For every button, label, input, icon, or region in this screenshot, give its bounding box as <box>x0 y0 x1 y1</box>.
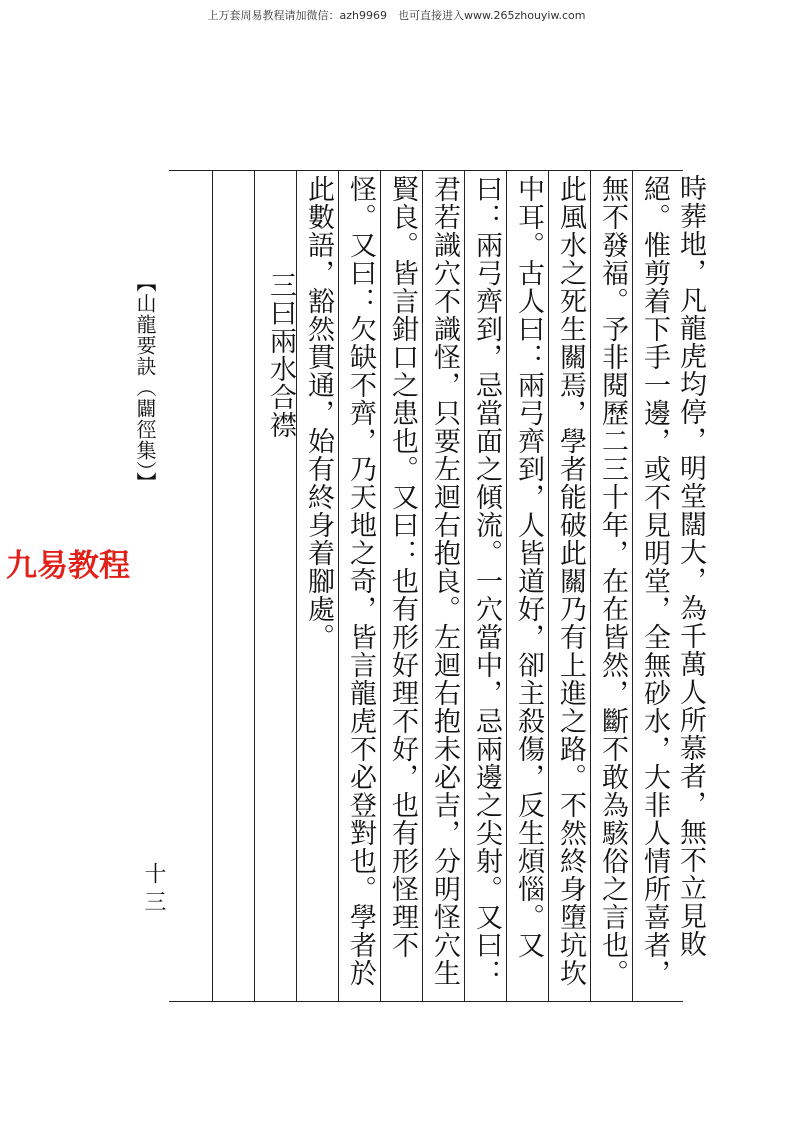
text-line-7: 君若識穴不識怪，只要左迴右抱良。左迴右抱未必吉，分明怪穴生 <box>429 175 460 987</box>
blank-column <box>213 171 255 1001</box>
text-line-1: 時葬地，凡龍虎均停，明堂闊大，為千萬人所慕者，無不立見敗 <box>675 174 706 958</box>
section-heading-column <box>255 171 297 1001</box>
section-heading: 三曰兩水合襟 <box>265 271 296 439</box>
text-column <box>297 171 339 1001</box>
text-line-2: 絕。惟剪着下手一邊，或不見明堂，全無砂水，大非人情所喜者， <box>639 175 670 987</box>
text-line-6: 曰：兩弓齊到，忌當面之傾流。一穴當中，忌兩邊之尖射。又曰： <box>471 175 502 987</box>
text-column <box>381 171 423 1001</box>
text-line-4: 此風水之死生關焉，學者能破此關乃有上進之路。不然終身墮坑坎 <box>555 175 586 987</box>
text-line-10: 此數語，豁然貫通，始有終身着腳處。 <box>303 175 334 651</box>
book-title: 【山龍要訣（闢徑集）】 <box>133 272 157 493</box>
top-banner: 上万套周易教程请加微信：azh9969 也可直接进入www.265zhouyiw.com <box>207 9 586 22</box>
text-column <box>591 171 633 1001</box>
text-column <box>549 171 591 1001</box>
text-line-9: 怪。又曰：欠缺不齊，乃天地之奇，皆言龍虎不必登對也。學者於 <box>345 175 376 987</box>
text-column <box>507 171 549 1001</box>
blank-column <box>169 171 213 1001</box>
watermark-logo: 九易教程 <box>6 548 130 584</box>
text-line-8: 賢良。皆言鉗口之患也。又曰：也有形好理不好，也有形怪理不 <box>387 175 418 959</box>
text-column <box>423 171 465 1001</box>
text-column <box>339 171 381 1001</box>
page-number: 十三 <box>141 862 166 918</box>
text-column <box>465 171 507 1001</box>
text-frame <box>169 170 683 1002</box>
text-line-5: 中耳。古人曰：兩弓齊到，人皆道好，卻主殺傷，反生煩惱。又 <box>513 175 544 959</box>
text-line-3: 無不發福。予非閱歷二三十年，在在皆然，斷不敢為駭俗之言也。 <box>597 175 628 987</box>
